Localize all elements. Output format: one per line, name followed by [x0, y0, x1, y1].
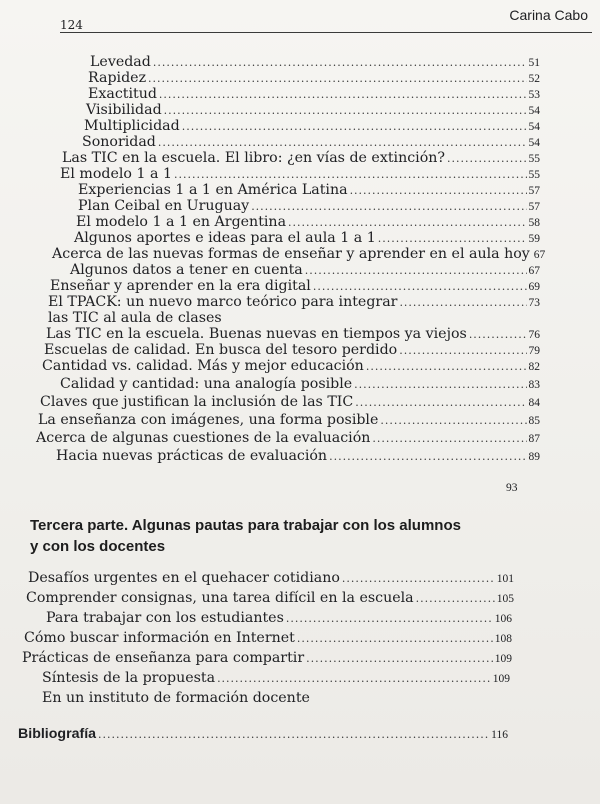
toc-entry-title: Síntesis de la propuesta: [42, 670, 216, 686]
toc-entry-page: 67: [533, 249, 546, 261]
toc-entry-buenas-nuevas: [46, 326, 540, 343]
toc-entry-title: Las TIC en la escuela. Buenas nuevas en tiempos ya viejos: [46, 326, 467, 342]
toc-entry-title: Algunos datos a tener en cuenta: [70, 262, 303, 278]
toc-entry-page: 54: [528, 105, 540, 117]
toc-entry-tic-escuela-libro: [62, 150, 540, 167]
toc-entry-page: 109: [494, 653, 512, 665]
toc-entry-title: Levedad: [90, 54, 151, 70]
toc-entry-instituto: En un instituto de formación docente: [42, 690, 310, 706]
toc-entry-bibliografia: [18, 726, 508, 743]
toc-entry-page: 51: [528, 57, 540, 69]
toc-entry-desafios: [28, 570, 514, 587]
toc-entry-estudiantes: [46, 610, 512, 627]
toc-entry-internet: [24, 630, 512, 647]
toc-entry-page: 116: [491, 729, 508, 741]
toc-entry-analogia: [60, 376, 540, 393]
toc-entry-page-extra: 93: [506, 482, 518, 494]
toc-entry-title: El modelo 1 a 1: [60, 166, 172, 182]
toc-entry-evaluacion: [36, 430, 540, 447]
toc-entry-title: Cómo buscar información en Internet: [24, 630, 295, 646]
toc-entry-nuevas-formas: [52, 246, 546, 263]
toc-entry-page: 52: [528, 73, 540, 85]
toc-entry-page: 55: [528, 153, 540, 165]
toc-entry-imagenes: [38, 412, 540, 429]
toc-entry-page: 55: [528, 169, 540, 181]
section-heading-line1: Tercera parte. Algunas pautas para trabajar con los alumnos: [30, 517, 461, 534]
toc-entry-title: Algunos aportes e ideas para el aula 1 a 1: [74, 230, 376, 246]
toc-entry-claves: [40, 394, 540, 411]
toc-entry-title: Enseñar y aprender en la era digital: [50, 278, 311, 294]
page-header: [60, 6, 592, 33]
toc-entry-sintesis: [42, 670, 510, 687]
toc-entry-sonoridad: [82, 134, 540, 151]
toc-entry-era-digital: [50, 278, 540, 295]
toc-entry-modelo-1a1: [60, 166, 540, 183]
toc-entry-cantidad-calidad: [42, 358, 540, 375]
toc-entry-page: 106: [494, 613, 512, 625]
toc-entry-visibilidad: [86, 102, 540, 119]
toc-entry-levedad: [90, 54, 540, 71]
section-heading-line2: y con los docentes: [30, 538, 166, 555]
page-number: 124: [60, 18, 83, 32]
toc-entry-title: Visibilidad: [86, 102, 162, 118]
toc-entry-title: Cantidad vs. calidad. Más y mejor educación: [42, 358, 364, 374]
toc-entry-title: Calidad y cantidad: una analogía posible: [60, 376, 353, 392]
toc-entry-compartir: [22, 650, 512, 667]
toc-entry-title: Claves que justifican la inclusión de las TIC: [40, 394, 354, 410]
toc-entry-tpack: [48, 294, 540, 311]
toc-entry-title: Escuelas de calidad. En busca del tesoro perdido: [44, 342, 398, 358]
toc-entry-page: 87: [528, 433, 540, 445]
toc-entry-title: Bibliografía: [18, 726, 97, 742]
toc-entry-title: Acerca de algunas cuestiones de la evaluación: [36, 430, 371, 446]
toc-entry-page: 82: [528, 361, 540, 373]
toc-entry-exactitud: [88, 86, 540, 103]
toc-entry-title: Para trabajar con los estudiantes: [46, 610, 284, 626]
toc-entry-experiencias: [78, 182, 540, 199]
running-head-author: Carina Cabo: [509, 7, 588, 23]
toc-entry-tpack-continuation: las TIC al aula de clases: [48, 310, 222, 326]
toc-entry-title: Hacia nuevas prácticas de evaluación: [56, 448, 328, 464]
toc-entry-aportes: [74, 230, 540, 247]
toc-entry-title: La enseñanza con imágenes, una forma posible: [38, 412, 379, 428]
toc-entry-page: 58: [528, 217, 540, 229]
toc-entry-title: Multiplicidad: [84, 118, 180, 134]
toc-entry-title: Comprender consignas, una tarea difícil en la escuela: [26, 590, 414, 606]
toc-entry-modelo-argentina: [76, 214, 540, 231]
toc-entry-title: Acerca de las nuevas formas de enseñar y aprender en el aula hoy: [52, 246, 530, 262]
toc-entry-page: 85: [528, 415, 540, 427]
toc-entry-rapidez: [88, 70, 540, 87]
toc-entry-escuelas-calidad: [44, 342, 540, 359]
toc-entry-page: 57: [528, 201, 540, 213]
toc-entry-page: 59: [528, 233, 540, 245]
toc-entry-title: Plan Ceibal en Uruguay: [78, 198, 250, 214]
toc-entry-title: El modelo 1 a 1 en Argentina: [76, 214, 287, 230]
toc-entry-title: Sonoridad: [82, 134, 156, 150]
toc-entry-page: 84: [528, 397, 540, 409]
toc-entry-page: 108: [494, 633, 512, 645]
toc-entry-consignas: [26, 590, 514, 607]
toc-entry-page: 53: [528, 89, 540, 101]
toc-entry-page: 54: [528, 137, 540, 149]
toc-entry-page: 83: [528, 379, 540, 391]
toc-entry-page: 54: [528, 121, 540, 133]
toc-entry-page: 109: [492, 673, 510, 685]
toc-entry-page: 73: [528, 297, 540, 309]
toc-entry-title: Experiencias 1 a 1 en América Latina: [78, 182, 348, 198]
toc-entry-page: 67: [528, 265, 540, 277]
toc-entry-page: 101: [496, 573, 514, 585]
toc-entry-datos: [70, 262, 540, 279]
toc-entry-title: Rapidez: [88, 70, 147, 86]
toc-entry-plan-ceibal: [78, 198, 540, 215]
toc-entry-page: 69: [528, 281, 540, 293]
toc-entry-title: Desafíos urgentes en el quehacer cotidiano: [28, 570, 340, 586]
toc-entry-page: 76: [528, 329, 540, 341]
toc-entry-page: 57: [528, 185, 540, 197]
toc-entry-multiplicidad: [84, 118, 540, 135]
toc-entry-page: 79: [528, 345, 540, 357]
toc-entry-title: El TPACK: un nuevo marco teórico para integrar: [48, 294, 398, 310]
toc-entry-page: 105: [496, 593, 514, 605]
toc-entry-title: Las TIC en la escuela. El libro: ¿en vías de extinción?: [62, 150, 445, 166]
toc-entry-title: Exactitud: [88, 86, 157, 102]
toc-entry-title: Prácticas de enseñanza para compartir: [22, 650, 305, 666]
section-heading: [30, 515, 461, 557]
toc-entry-practicas-evaluacion: [56, 448, 540, 465]
toc-entry-page: 89: [528, 451, 540, 463]
